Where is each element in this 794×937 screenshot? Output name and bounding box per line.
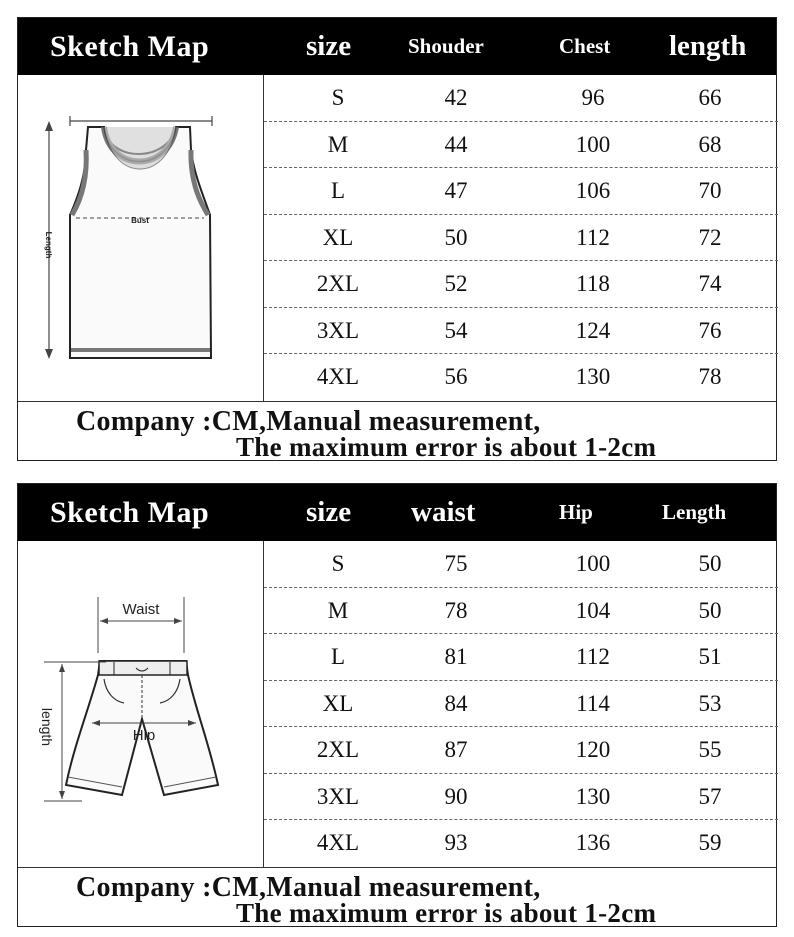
hip-label: Hip [132, 727, 156, 744]
company-note: Company :CM,Manual measurement, [76, 406, 541, 437]
measure-cell-3: 50 [698, 551, 722, 576]
size-cell: L [330, 644, 346, 670]
length-label: length [39, 707, 55, 747]
size-cell: XL [322, 690, 354, 716]
measurement-note [18, 401, 776, 462]
measure-cell-3: 68 [698, 131, 722, 157]
measure-cell-2: 124 [575, 317, 611, 343]
hip-heading: Hip [559, 500, 593, 524]
measure-cell-2: 136 [575, 830, 611, 856]
table-header [18, 18, 776, 75]
measure-cell-3: 72 [698, 224, 722, 250]
waist-label: Waist [122, 601, 160, 618]
measure-cell-1: 44 [444, 131, 468, 157]
measure-cell-2: 104 [575, 597, 611, 623]
sketch-map-heading: Sketch Map [50, 496, 210, 529]
measure-cell-1: 50 [444, 224, 468, 250]
table-row [264, 541, 778, 588]
table-row [264, 168, 778, 215]
table-row [264, 634, 778, 681]
measure-cell-2: 100 [575, 131, 611, 157]
size-cell: S [331, 551, 345, 576]
measure-cell-3: 59 [698, 830, 722, 856]
table-row [264, 308, 778, 355]
measure-cell-1: 75 [444, 551, 468, 576]
measure-cell-1: 81 [444, 644, 468, 670]
measure-cell-3: 53 [698, 690, 722, 716]
size-heading: size [306, 30, 352, 62]
size-cell: 3XL [316, 783, 360, 809]
measure-cell-1: 93 [444, 830, 468, 856]
chest-heading: Chest [559, 34, 611, 58]
size-cell: 4XL [316, 364, 360, 390]
error-note: The maximum error is about 1-2cm [236, 898, 657, 928]
measure-cell-3: 57 [698, 783, 722, 809]
size-rows [264, 75, 778, 401]
measure-cell-2: 106 [575, 178, 611, 204]
measure-cell-2: 118 [576, 271, 610, 297]
length-heading: length [669, 30, 747, 62]
tank-top-sketch [18, 75, 264, 401]
size-cell: 2XL [316, 737, 360, 763]
measure-cell-1: 78 [444, 597, 468, 623]
table-header [18, 484, 776, 541]
bust-label: Bust [131, 216, 149, 225]
measure-cell-2: 112 [576, 644, 610, 670]
measurement-note [18, 867, 776, 928]
measure-cell-1: 42 [444, 85, 468, 110]
measure-cell-3: 55 [698, 737, 722, 763]
shorts-sketch [18, 541, 264, 867]
tank-top-size-chart [17, 17, 777, 461]
size-cell: 2XL [316, 271, 360, 297]
table-row [264, 588, 778, 635]
measure-cell-1: 56 [444, 364, 468, 390]
measure-cell-3: 66 [698, 85, 722, 110]
table-row [264, 354, 778, 401]
size-cell: L [330, 178, 346, 204]
measure-cell-2: 114 [576, 690, 610, 716]
measure-cell-2: 96 [581, 85, 605, 110]
measure-cell-3: 50 [698, 597, 722, 623]
measure-cell-3: 74 [698, 271, 722, 297]
measure-cell-2: 100 [575, 551, 611, 576]
measure-cell-1: 90 [444, 783, 468, 809]
table-row [264, 727, 778, 774]
table-row [264, 122, 778, 169]
measure-cell-1: 84 [444, 690, 468, 716]
size-cell: M [327, 597, 349, 623]
measure-cell-1: 52 [444, 271, 468, 297]
measure-cell-1: 47 [444, 178, 468, 204]
size-cell: XL [322, 224, 354, 250]
size-cell: 3XL [316, 317, 360, 343]
table-row [264, 75, 778, 122]
measure-cell-2: 130 [575, 783, 611, 809]
size-cell: S [331, 85, 345, 110]
table-row [264, 681, 778, 728]
table-row [264, 774, 778, 821]
measure-cell-3: 78 [698, 364, 722, 390]
measure-cell-3: 51 [698, 644, 722, 670]
shorts-size-chart [17, 483, 777, 927]
measure-cell-1: 87 [444, 737, 468, 763]
table-row [264, 261, 778, 308]
size-heading: size [306, 496, 352, 528]
table-row [264, 215, 778, 262]
error-note: The maximum error is about 1-2cm [236, 432, 657, 462]
measure-cell-3: 70 [698, 178, 722, 204]
length-label: Length [44, 231, 53, 259]
company-note: Company :CM,Manual measurement, [76, 872, 541, 903]
measure-cell-2: 120 [575, 737, 611, 763]
shoulder-heading: Shouder [408, 34, 484, 58]
size-rows [264, 541, 778, 867]
measure-cell-1: 54 [444, 317, 468, 343]
size-cell: 4XL [316, 830, 360, 856]
measure-cell-2: 130 [575, 364, 611, 390]
waist-heading: waist [411, 496, 476, 528]
size-cell: M [327, 131, 349, 157]
measure-cell-3: 76 [698, 317, 722, 343]
measure-cell-2: 112 [576, 224, 610, 250]
length-heading: Length [662, 500, 727, 524]
sketch-map-heading: Sketch Map [50, 30, 210, 63]
table-row [264, 820, 778, 867]
